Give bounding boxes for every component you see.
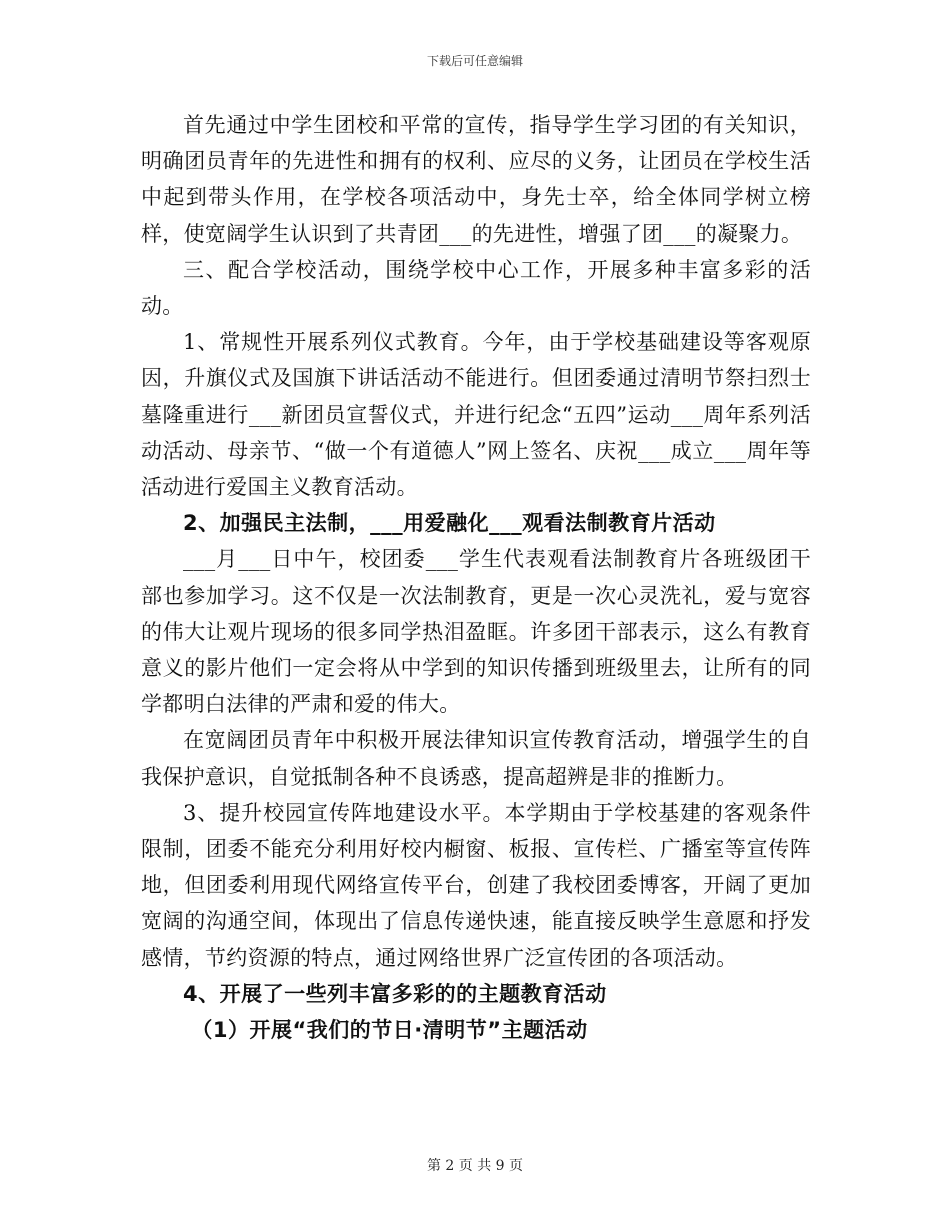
paragraph-legal-knowledge: 在宽阔团员青年中积极开展法律知识宣传教育活动，增强学生的自我保护意识，自觉抵制各种不良诱惑，提高超辨是非的推断力。 [141, 728, 811, 789]
page-header: 下载后可任意编辑 [426, 54, 523, 68]
document-body [141, 107, 811, 1048]
paragraph-legal-film: ___月___日中午，校团委___学生代表观看法制教育片各班级团干部也参加学习。这不仅是一次法制教育，更是一次心灵洗礼，爱与宽容的伟大让观片现场的很多同学热泪盈眶。许多团干部表示，这么有教育意义的影片他们一定会将从中学到的知识传播到班级里去，让所有的同学都明白法律的严肃和爱的伟大。 [141, 547, 811, 717]
heading-legal-education: 2、加强民主法制，___用爱融化___观看法制教育片活动 [183, 511, 716, 536]
paragraph-ceremony-education: 1、常规性开展系列仪式教育。今年，由于学校基础建设等客观原因，升旗仪式及国旗下讲话活动不能进行。但团委通过清明节祭扫烈士墓隆重进行___新团员宣誓仪式，并进行纪念“五四”运动___周年系列活动活动、母亲节、“做一个有道德人”网上签名、庆祝___成立___周年等活动进行爱国主义教育活动。 [141, 330, 811, 500]
page-footer: 第 2 页 共 9 页 [426, 1158, 524, 1174]
heading-theme-education: 4、开展了一些列丰富多彩的的主题教育活动 [183, 981, 607, 1006]
section-heading-three: 三、配合学校活动，围绕学校中心工作，开展多种丰富多彩的活动。 [141, 257, 811, 319]
paragraph-publicity-platform: 3、提升校园宣传阵地建设水平。本学期由于学校基建的客观条件限制，团委不能充分利用好校内橱窗、板报、宣传栏、广播室等宣传阵地，但团委利用现代网络宣传平台，创建了我校团委博客，开阔了更加宽阔的沟通空间，体现出了信息传递快速，能直接反映学生意愿和抒发感情，节约资源的特点，通过网络世界广泛宣传团的各项活动。 [141, 800, 811, 970]
heading-qingming-activity: （1）开展“我们的节日·清明节”主题活动 [191, 1018, 588, 1043]
paragraph-league-school: 首先通过中学生团校和平常的宣传，指导学生学习团的有关知识，明确团员青年的先进性和拥有的权利、应尽的义务，让团员在学校生活中起到带头作用，在学校各项活动中，身先士卒，给全体同学树立榜样，使宽阔学生认识到了共青团___的先进性，增强了团___的凝聚力。 [141, 113, 811, 246]
